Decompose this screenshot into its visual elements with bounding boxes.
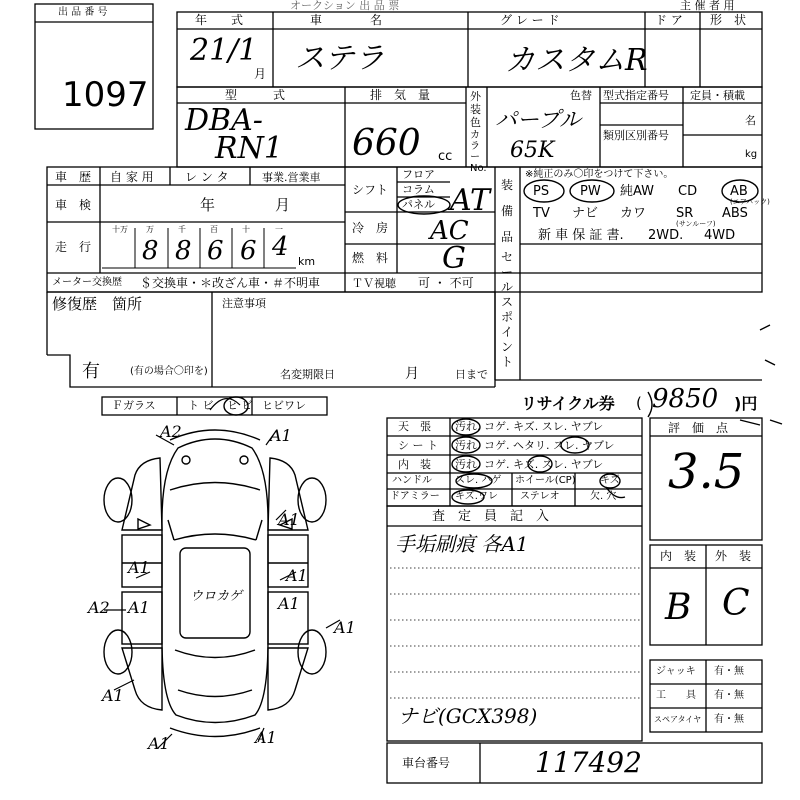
year-value: 21/1 <box>190 33 258 68</box>
shape-header: 形 状 <box>710 13 747 27</box>
tools-spare-value: 有・無 <box>714 714 744 725</box>
recycle-label: リサイクル券 <box>521 394 615 413</box>
equipment-tv: TV <box>533 206 550 221</box>
equipment-4wd: 4WD <box>704 228 736 243</box>
diagram-label-a2-front-left: A2 <box>160 422 182 441</box>
lot-number: 1097 <box>62 75 149 115</box>
handle-label: ハンドル <box>392 475 432 486</box>
exterior-color-header: 外装色 <box>470 90 481 129</box>
equipment-cd: CD <box>678 184 698 199</box>
displacement-value: 660 <box>352 123 421 164</box>
mileage-digit-10: 6 <box>240 236 257 266</box>
repair-note: (有の場合〇印を) <box>130 366 208 377</box>
deadline-day: 日まで <box>455 368 488 381</box>
equipment-note: ※純正のみ〇印をつけて下さい。 <box>525 169 674 180</box>
tools-jack-label: ジャッキ <box>656 666 696 677</box>
interior-row-seat-label: シ ー ト <box>398 439 438 452</box>
shift-option-floor: フロア <box>402 168 435 181</box>
diagram-label-a1-right-door: A1 <box>286 566 308 585</box>
displacement-header: 排 気 量 <box>370 88 431 102</box>
persons-unit: 名 <box>745 114 756 127</box>
digit-label-1k: 千 <box>178 225 186 234</box>
equipment-leather: カワ <box>620 206 647 221</box>
tools-jack-value: 有・無 <box>714 666 744 677</box>
inspection-label: 車 検 <box>55 198 92 212</box>
history-option-business: 事業.営業車 <box>262 171 321 184</box>
glass-hibiware: ヒビワレ <box>262 399 306 412</box>
fuel-label: 燃 料 <box>352 251 389 265</box>
diagram-label-a1-right-rear-door: A1 <box>278 594 300 613</box>
exterior-grade-value: C <box>722 583 750 624</box>
equipment-pw: PW <box>580 184 601 199</box>
equipment-2wd: 2WD. <box>648 228 684 243</box>
digit-label-100: 百 <box>210 225 218 234</box>
interior-row-ceiling-label: 天 張 <box>398 420 431 433</box>
category-number-label: 類別区別番号 <box>603 129 669 142</box>
inspector-label: 査 定 員 記 入 <box>432 509 550 524</box>
history-option-private: 自 家 用 <box>110 170 154 184</box>
mileage-unit: km <box>298 255 316 268</box>
recycle-amount: 9850 <box>652 384 719 414</box>
diagram-label-a1-front-right: A1 <box>270 426 292 445</box>
diagram-label-a1-rear-right: A1 <box>255 728 277 747</box>
sheet-title: オークション 出 品 票 <box>290 0 400 12</box>
diagram-label-a1-left-rear: A1 <box>102 686 124 705</box>
repair-value: 有 <box>82 361 100 382</box>
deadline-label: 名変期限日 <box>280 368 335 381</box>
digit-label-100k: 十万 <box>112 225 128 234</box>
equipment-navi: ナビ <box>572 206 599 221</box>
diagram-label-a2-left-side: A2 <box>88 598 110 617</box>
digit-label-10k: 万 <box>146 225 154 234</box>
tv-text: 可 ・ 不可 <box>418 276 474 290</box>
mileage-label: 走 行 <box>55 240 92 254</box>
equipment-sr: SR <box>676 206 694 221</box>
history-option-rental: レ ン タ <box>185 170 229 184</box>
repair-label: 修復歴 箇所 <box>52 295 143 313</box>
interior-grade-value: B <box>665 587 692 628</box>
color-value: パープル <box>495 108 582 133</box>
wheel-text: キズ <box>600 475 620 486</box>
year-header: 年 式 <box>195 13 244 27</box>
inspector-line2: ナビ(GCX398) <box>398 704 538 728</box>
diagram-roof-note: ウロカゲ <box>190 589 243 604</box>
interior-row-ceiling-text: 汚れ. コゲ. キズ. スレ. ヤブレ <box>455 420 604 433</box>
recycle-open-paren: ( <box>636 394 642 412</box>
shift-option-panel: パネル <box>402 198 435 211</box>
tv-label: ＴＶ視聴 <box>352 277 396 290</box>
deadline-month: 月 <box>405 366 419 382</box>
diagram-label-a1-right-fender: A1 <box>278 510 300 529</box>
wheel-label: ホイール(CP) <box>515 475 576 486</box>
ac-label: 冷 房 <box>352 221 389 235</box>
type-value-line2: RN1 <box>215 131 283 166</box>
model-name-header: 車 名 <box>310 13 383 27</box>
inspection-month-label: 月 <box>275 196 291 214</box>
glass-hibi: ヒ ビ <box>227 399 253 412</box>
meter-text: ＄交換車・＊改ざん車・＃不明車 <box>140 276 321 290</box>
color-code-header: カラーNo. <box>470 130 487 174</box>
grade-value: カスタムR <box>505 43 648 78</box>
diagram-label-a1-left-door: A1 <box>128 558 150 577</box>
tools-tool-value: 有・無 <box>714 690 744 701</box>
interior-grade-label: 内 装 <box>660 549 697 563</box>
door-header: ド ア <box>655 13 683 27</box>
inspector-line1: 手垢刷痕 各A1 <box>395 532 529 556</box>
ac-value: AC <box>430 216 469 246</box>
interior-row-trim-text: 汚れ. コゲ. キズ. スレ. ヤブレ <box>455 458 604 471</box>
month-suffix: 月 <box>254 67 267 81</box>
mileage-digit-1k: 8 <box>175 236 192 266</box>
diagram-label-a1-left-rear-door: A1 <box>128 598 150 617</box>
diagram-label-a1-right-rear: A1 <box>334 618 356 637</box>
score-value: 3.5 <box>668 444 745 500</box>
chassis-value: 117492 <box>535 746 642 779</box>
sales-point-label: セールスポイント <box>501 250 514 369</box>
chassis-label: 車台番号 <box>402 756 451 770</box>
mirror-label: ドアミラー <box>390 491 440 502</box>
color-change-label: 色替 <box>570 89 592 102</box>
type-header: 型 式 <box>225 88 286 102</box>
mileage-digit-1: 4 <box>272 232 289 262</box>
model-name-value: ステラ <box>295 41 385 76</box>
equipment-warranty: 新 車 保 証 書. <box>538 228 624 243</box>
stereo-label: ステレオ <box>520 491 560 502</box>
grade-header: グ レ ー ド <box>500 13 560 27</box>
color-code-value: 65K <box>510 138 555 163</box>
diagram-label-a1-rear-left: A1 <box>148 734 170 753</box>
glass-f: Ｆガラス <box>112 399 156 412</box>
equipment-abs: ABS <box>722 206 748 221</box>
lot-number-label: 出 品 番 号 <box>58 7 108 18</box>
interior-row-seat-text: 汚れ. コゲ. ヘタリ. スレ. ヤブレ <box>455 439 615 452</box>
exterior-grade-label: 外 装 <box>715 549 752 563</box>
shift-label: シフト <box>352 183 389 197</box>
mileage-digit-10k: 8 <box>142 236 159 266</box>
recycle-unit: )円 <box>734 394 758 413</box>
cc-unit: cc <box>438 149 453 164</box>
shift-option-column: コラム <box>402 183 435 196</box>
capacity-load-label: 定員・積載 <box>690 89 745 102</box>
mirror-text: キズ.ワレ <box>455 491 498 502</box>
meter-label: メーター交換歴 <box>52 277 122 288</box>
digit-label-10: 十 <box>242 225 250 234</box>
type-designation-label: 型式指定番号 <box>603 89 669 102</box>
mileage-digit-100: 6 <box>207 236 224 266</box>
glass-tobi: ト ビ <box>188 399 214 412</box>
digit-label-1: 一 <box>275 225 283 234</box>
handle-text: スレ. ハゲ <box>455 475 502 486</box>
equipment-ps: PS <box>533 184 550 199</box>
type-value-line1: DBA- <box>185 103 263 138</box>
stereo-text: 欠. 穴 <box>590 491 617 502</box>
fuel-value: G <box>442 241 466 276</box>
equipment-ab-sub: (エアバック) <box>730 198 770 206</box>
tools-tool-label: 工 具 <box>656 690 696 701</box>
history-label: 車 歴 <box>55 170 92 184</box>
notes-label: 注意事項 <box>222 297 266 310</box>
score-label: 評 価 点 <box>668 421 729 435</box>
tools-spare-label: スペアタイヤ <box>654 715 702 724</box>
shift-value: AT <box>450 183 491 218</box>
kg-unit: kg <box>745 149 758 160</box>
equipment-aw: 純AW <box>620 184 655 199</box>
equipment-label: 装備品 <box>501 178 514 244</box>
inspection-year-label: 年 <box>200 196 216 214</box>
organizer-label: 主 催 者 用 <box>680 0 735 12</box>
equipment-sr-sub: (サンルーフ) <box>676 220 716 228</box>
interior-row-trim-label: 内 装 <box>398 458 431 471</box>
equipment-ab: AB <box>730 184 748 199</box>
